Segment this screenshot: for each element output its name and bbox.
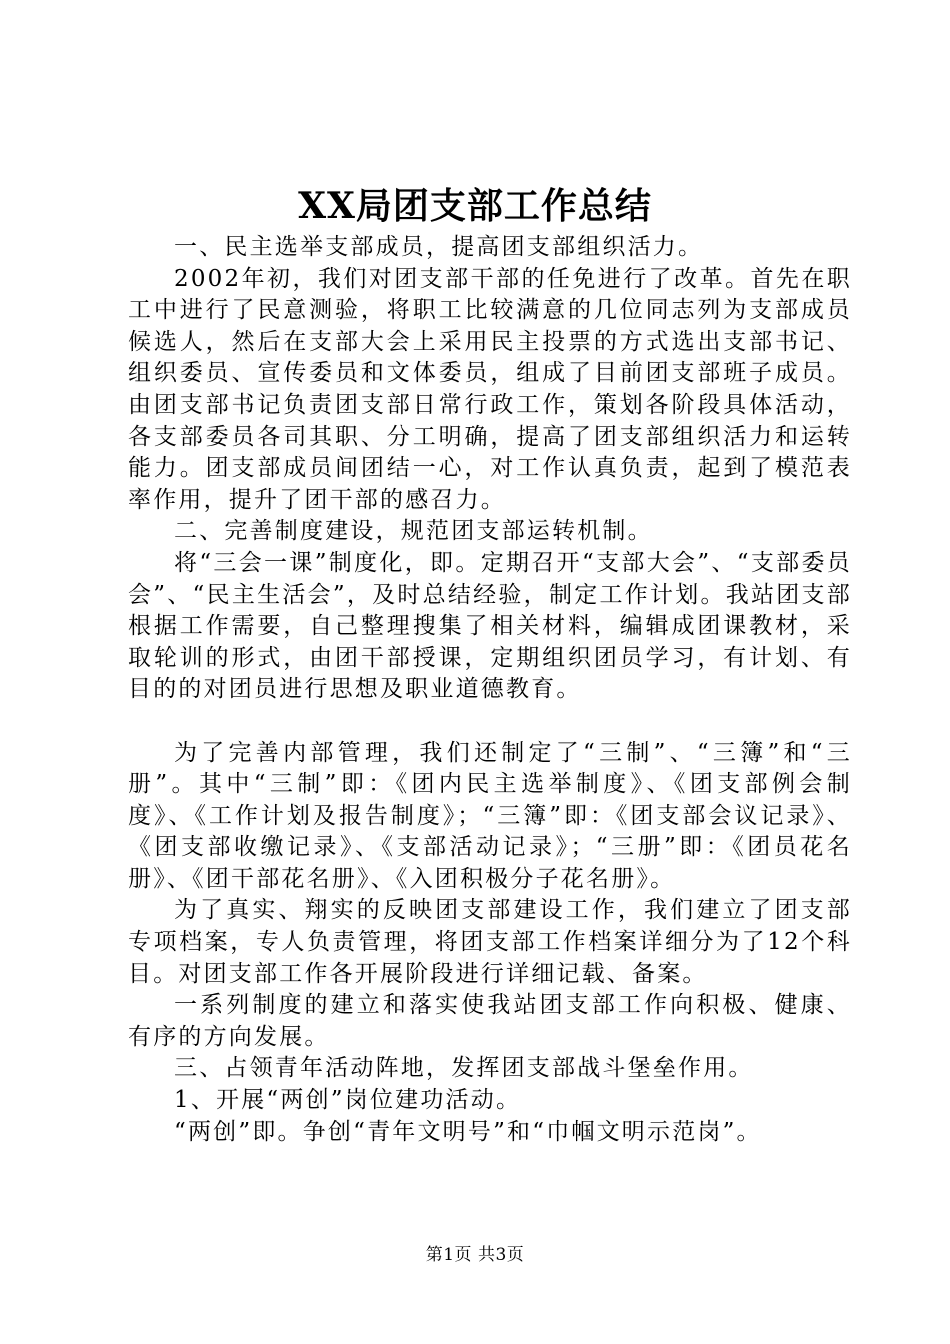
paragraph: 为了完善内部管理，我们还制定了“三制”、“三簿”和“三册”。其中“三制”即：《团内民主选举制度》、《团支部例会制度》、《工作计划及报告制度》；“三簿”即：《团支部会议记录》、《团支部收缴记录》、《支部活动记录》；“三册”即：《团员花名册》、《团干部花名册》、《入团积极分子花名册》。 — [128, 739, 852, 892]
section-heading-1: 一、民主选举支部成员，提高团支部组织活力。 — [174, 234, 704, 260]
paragraph: “两创”即。争创“青年文明号”和“巾帼文明示范岗”。 — [174, 1118, 762, 1145]
paragraph: 将“三会一课”制度化，即。定期召开“支部大会”、“支部委员会”、“民主生活会”，及时总结经验，制定工作计划。我站团支部根据工作需要，自己整理搜集了相关材料，编辑成团课教材，采取轮训的形式，由团干部授课，定期组织团员学习，有计划、有目的的对团员进行思想及职业道德教育。 — [128, 549, 852, 703]
paragraph: 为了真实、翔实的反映团支部建设工作，我们建立了团支部专项档案，专人负责管理，将团支部工作档案详细分为了12个科目。对团支部工作各开展阶段进行详细记载、备案。 — [128, 897, 852, 987]
document-title: XX局团支部工作总结 — [298, 185, 652, 227]
page-footer — [0, 1244, 950, 1266]
page-number: 第1页 — [425, 1245, 473, 1265]
page-total: 共3页 — [477, 1245, 525, 1265]
subsection-heading: 1、开展“两创”岗位建功活动。 — [174, 1087, 522, 1114]
paragraph: 2002年初，我们对团支部干部的任免进行了改革。首先在职工中进行了民意测验，将职工比较满意的几位同志列为支部成员候选人，然后在支部大会上采用民主投票的方式选出支部书记、组织委员、宣传委员和文体委员，组成了目前团支部班子成员。由团支部书记负责团支部日常行政工作，策划各阶段具体活动，各支部委员各司其职、分工明确，提高了团支部组织活力和运转能力。团支部成员间团结一心，对工作认真负责，起到了模范表率作用，提升了团干部的感召力。 — [128, 265, 852, 513]
blank-line — [128, 706, 852, 738]
section-heading-3: 三、占领青年活动阵地，发挥团支部战斗堡垒作用。 — [174, 1055, 754, 1082]
paragraph: 一系列制度的建立和落实使我站团支部工作向积极、健康、有序的方向发展。 — [128, 992, 852, 1050]
document-body — [128, 232, 852, 1148]
section-heading-2: 二、完善制度建设，规范团支部运转机制。 — [174, 518, 653, 545]
